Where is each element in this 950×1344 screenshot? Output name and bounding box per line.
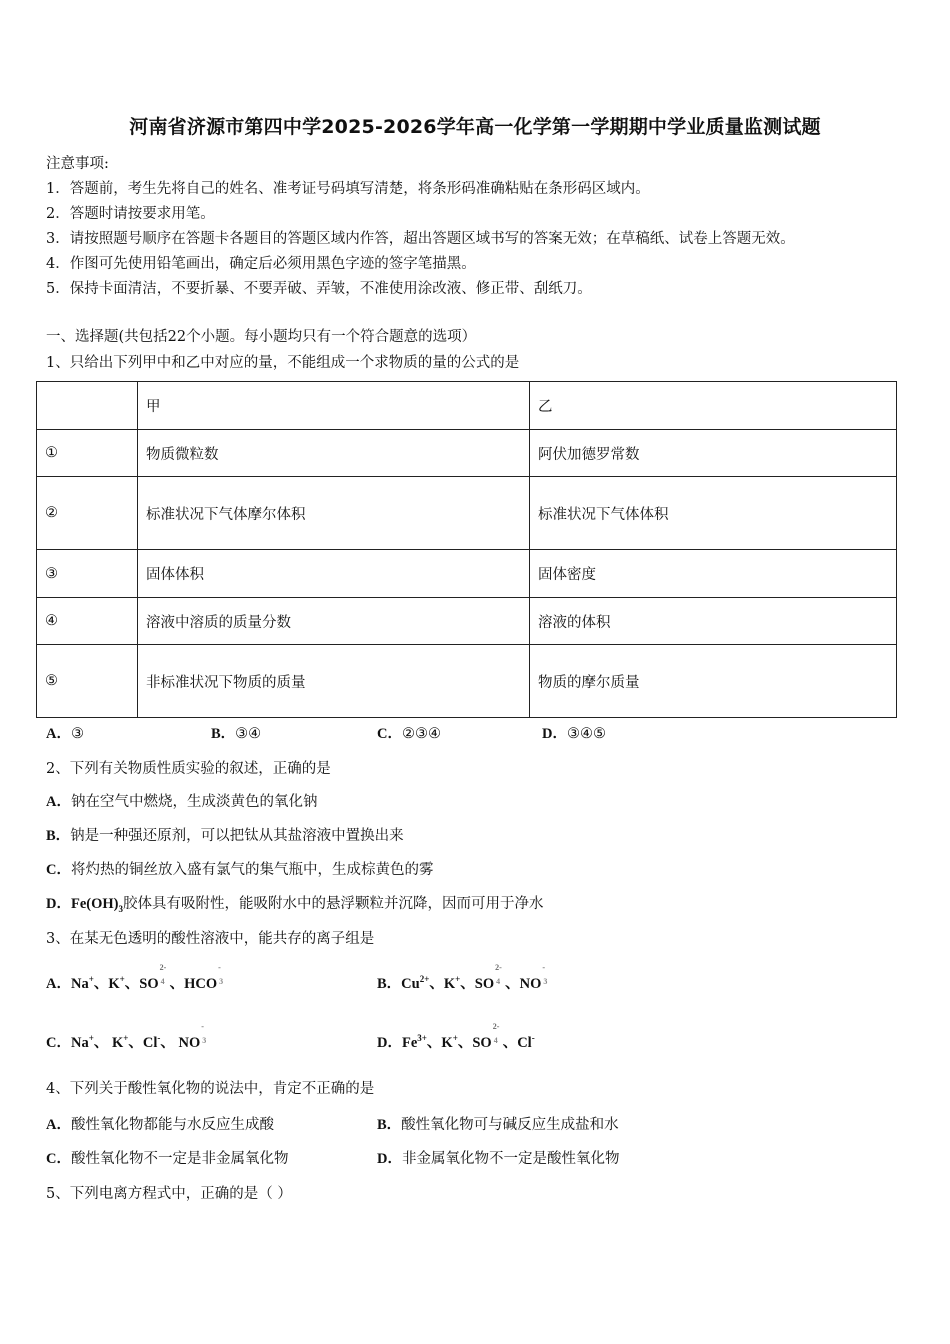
formula: Fe(OH): [70, 896, 119, 912]
table-cell: ④: [37, 598, 138, 645]
section-heading: 一、选择题(共包括22个小题。每小题均只有一个符合题意的选项）: [46, 329, 477, 345]
option-label: B．: [377, 1117, 402, 1133]
separator: 、: [460, 976, 475, 992]
notes-item: 4．作图可先使用铅笔画出，确定后必须用黑色字迹的签字笔描黑。: [46, 256, 476, 272]
notes-item: 1．答题前，考生先将自己的姓名、准考证号码填写清楚，将条形码准确粘贴在条形码区域内。: [46, 181, 650, 197]
q5-stem: 5、下列电离方程式中，正确的是（ ）: [46, 1186, 292, 1202]
ion-subscript: 3: [543, 976, 548, 986]
q1-option-d[interactable]: [542, 722, 606, 743]
table-header-jia: 甲: [138, 382, 530, 430]
option-text: 酸性氧化物都能与水反应生成酸: [70, 1117, 274, 1133]
table-cell: 标准状况下气体体积: [530, 477, 897, 550]
ion: Fe: [401, 1035, 418, 1051]
q2-option-d[interactable]: [46, 892, 544, 914]
table-cell: 溶液中溶质的质量分数: [138, 598, 530, 645]
ion-charge: +: [455, 974, 461, 985]
q1-option-b[interactable]: [211, 722, 261, 743]
q4-stem: 4、下列关于酸性氧化物的说法中，肯定不正确的是: [46, 1081, 375, 1097]
option-label: A．: [46, 976, 71, 992]
option-label: B．: [377, 976, 402, 992]
q2-option-b[interactable]: [46, 824, 404, 845]
q4-option-b[interactable]: [377, 1113, 619, 1134]
separator: 、: [93, 976, 109, 992]
ion-subscript: 3: [219, 976, 224, 986]
table-cell: 阿伏加德罗常数: [530, 430, 897, 477]
table-row: [37, 598, 897, 645]
ion: SO: [139, 976, 159, 992]
q3-option-c[interactable]: [46, 1021, 211, 1054]
q2-option-c[interactable]: [46, 858, 433, 879]
table-cell: 溶液的体积: [530, 598, 897, 645]
q1-option-c[interactable]: [377, 722, 441, 743]
separator: 、: [93, 1035, 112, 1051]
ion-charge: -: [157, 1033, 161, 1044]
ion: Cl: [142, 1035, 158, 1051]
separator: 、: [169, 976, 185, 992]
notes-block: [46, 152, 795, 302]
ion-charge: 2+: [419, 974, 430, 985]
option-text: ③: [70, 726, 84, 742]
notes-heading: 注意事项:: [46, 156, 109, 172]
option-text: 钠在空气中燃烧，生成淡黄色的氧化钠: [70, 794, 318, 810]
separator: 、: [128, 1035, 143, 1051]
table-row: [37, 382, 897, 430]
option-text: 胶体具有吸附性，能吸附水中的悬浮颗粒并沉降，因而可用于净水: [123, 896, 544, 912]
option-label: A．: [46, 794, 71, 810]
table-header-yi: 乙: [530, 382, 897, 430]
q4-option-a[interactable]: [46, 1113, 274, 1134]
ion-charge: +: [88, 974, 94, 985]
ion-subscript: 4: [496, 976, 501, 986]
separator: 、: [429, 976, 444, 992]
ion-charge: -: [201, 1021, 204, 1031]
ion-charge: +: [123, 1033, 129, 1044]
table-row: [37, 477, 897, 550]
table-row: [37, 550, 897, 598]
table-cell: ②: [37, 477, 138, 550]
ion-charge: 2-: [495, 962, 502, 972]
ion: HCO: [184, 976, 218, 992]
option-label: B．: [211, 726, 236, 742]
q1-table: [36, 381, 897, 718]
q2-stem: 2、下列有关物质性质实验的叙述，正确的是: [46, 761, 331, 777]
table-cell: [37, 382, 138, 430]
option-label: C．: [377, 726, 402, 742]
ion-charge: -: [531, 1033, 535, 1044]
separator: 、: [160, 1035, 179, 1051]
separator: 、: [426, 1035, 442, 1051]
table-cell: ①: [37, 430, 138, 477]
page-title: 河南省济源市第四中学2025-2026学年高一化学第一学期期中学业质量监测试题: [129, 116, 821, 138]
option-label: A．: [46, 1117, 71, 1133]
q1-stem: 1、只给出下列甲中和乙中对应的量，不能组成一个求物质的量的公式的是: [46, 355, 520, 371]
option-label: C．: [46, 1151, 71, 1167]
option-label: C．: [46, 1035, 71, 1051]
ion: K: [443, 976, 456, 992]
ion: Cu: [401, 976, 420, 992]
separator: 、: [457, 1035, 473, 1051]
table-cell: 固体密度: [530, 550, 897, 598]
option-text: ②③④: [401, 726, 441, 742]
q1-option-a[interactable]: [46, 722, 84, 743]
q4-option-c[interactable]: [46, 1147, 288, 1168]
ion-charge: +: [452, 1033, 458, 1044]
option-text: 酸性氧化物可与碱反应生成盐和水: [401, 1117, 619, 1133]
notes-item: 5．保持卡面清洁，不要折暴、不要弄破、弄皱，不准使用涂改液、修正带、刮纸刀。: [46, 281, 592, 297]
ion: K: [108, 976, 120, 992]
notes-item: 3．请按照题号顺序在答题卡各题目的答题区域内作答，超出答题区域书写的答案无效；在草稿纸、试卷上答题无效。: [46, 231, 795, 247]
option-label: D．: [377, 1151, 402, 1167]
table-cell: 物质的摩尔质量: [530, 645, 897, 718]
option-text: 非金属氧化物不一定是酸性氧化物: [401, 1151, 620, 1167]
separator: 、: [124, 976, 140, 992]
ion: K: [441, 1035, 453, 1051]
option-label: D．: [542, 726, 567, 742]
option-label: D．: [377, 1035, 402, 1051]
ion-charge: -: [218, 962, 221, 972]
option-label: D．: [46, 896, 71, 912]
table-cell: ⑤: [37, 645, 138, 718]
ion-charge: +: [119, 974, 125, 985]
option-text: 钠是一种强还原剂，可以把钛从其盐溶液中置换出来: [70, 828, 404, 844]
ion: K: [111, 1035, 124, 1051]
table-cell: ③: [37, 550, 138, 598]
q2-option-a[interactable]: [46, 790, 317, 811]
option-text: 将灼热的铜丝放入盛有氯气的集气瓶中，生成棕黄色的雾: [70, 862, 434, 878]
q3-option-d[interactable]: [377, 1021, 535, 1054]
ion: NO: [519, 976, 542, 992]
table-cell: 固体体积: [138, 550, 530, 598]
q3-option-a[interactable]: [46, 962, 228, 995]
ion-charge: -: [542, 962, 546, 972]
option-text: ③④: [235, 726, 262, 742]
ion: Na: [70, 1035, 89, 1051]
ion-charge: 2-: [159, 962, 167, 972]
q3-stem: 3、在某无色透明的酸性溶液中，能共存的离子组是: [46, 931, 375, 947]
ion: Na: [70, 976, 89, 992]
ion-charge: +: [88, 1033, 94, 1044]
ion: SO: [472, 1035, 492, 1051]
separator: 、: [505, 976, 520, 992]
option-label: A．: [46, 726, 71, 742]
formula-subscript: 3: [118, 903, 123, 914]
table-cell: 标准状况下气体摩尔体积: [138, 477, 530, 550]
ion: SO: [474, 976, 495, 992]
ion: NO: [178, 1035, 201, 1051]
ion-subscript: 4: [160, 976, 165, 986]
table-row: [37, 645, 897, 718]
q4-option-d[interactable]: [377, 1147, 619, 1168]
table-row: [37, 430, 897, 477]
ion: Cl: [517, 1035, 532, 1051]
q3-option-b[interactable]: [377, 962, 552, 995]
table-cell: 非标准状况下物质的质量: [138, 645, 530, 718]
option-text: 酸性氧化物不一定是非金属氧化物: [70, 1151, 289, 1167]
ion-subscript: 4: [493, 1035, 498, 1045]
option-label: B．: [46, 828, 71, 844]
ion-subscript: 3: [202, 1035, 207, 1045]
option-text: ③④⑤: [566, 726, 606, 742]
ion-charge: 2-: [492, 1021, 500, 1031]
table-cell: 物质微粒数: [138, 430, 530, 477]
ion-charge: 3+: [417, 1033, 427, 1044]
separator: 、: [502, 1035, 518, 1051]
option-label: C．: [46, 862, 71, 878]
notes-item: 2．答题时请按要求用笔。: [46, 206, 215, 222]
